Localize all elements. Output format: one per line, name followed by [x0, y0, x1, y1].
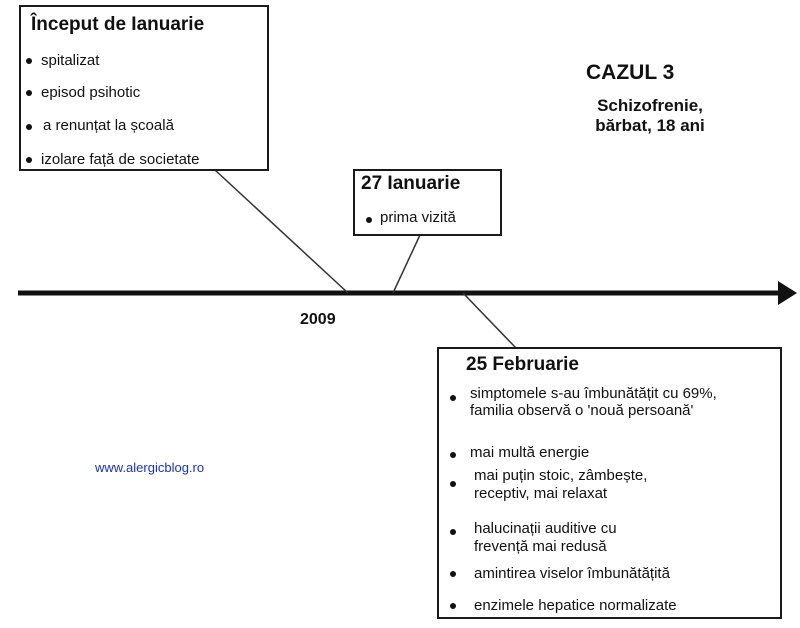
bullet-icon — [450, 395, 456, 401]
case-title: CAZUL 3 — [586, 61, 675, 84]
bullet-icon — [26, 157, 32, 163]
connector-line-early-january — [215, 170, 348, 293]
connector-line-25-february — [463, 293, 516, 348]
bullet-icon — [26, 90, 32, 96]
case-subtitle-patient: bărbat, 18 ani — [595, 116, 705, 135]
timeline-year-label: 2009 — [300, 311, 336, 328]
event-item: mai multă energie — [470, 444, 590, 461]
bullet-icon — [450, 452, 456, 458]
event-item: frevență mai redusă — [474, 538, 607, 555]
event-item: simptomele s-au îmbunătățit cu 69%, — [470, 385, 717, 402]
event-title: 27 Ianuarie — [361, 173, 461, 194]
event-title: 25 Februarie — [466, 354, 579, 375]
bullet-icon — [366, 217, 372, 223]
event-item: familia observă o 'nouă persoană' — [470, 402, 694, 419]
bullet-icon — [450, 481, 456, 487]
source-watermark: www.alergicblog.ro — [95, 460, 205, 475]
timeline-arrowhead — [778, 281, 797, 305]
bullet-icon — [26, 58, 32, 64]
event-box-27-january — [353, 169, 502, 236]
event-box-early-january — [19, 5, 269, 171]
event-item: amintirea viselor îmbunătățită — [474, 565, 670, 582]
event-item: a renunțat la școală — [43, 117, 174, 134]
event-item: izolare față de societate — [41, 151, 200, 168]
event-item: enzimele hepatice normalizate — [474, 597, 677, 614]
bullet-icon — [450, 529, 456, 535]
event-item: spitalizat — [41, 52, 100, 69]
bullet-icon — [450, 603, 456, 609]
event-title: Început de Ianuarie — [31, 14, 205, 35]
case-subtitle-diagnosis: Schizofrenie, — [597, 96, 703, 115]
event-item: mai puțin stoic, zâmbește, — [474, 467, 648, 484]
event-item: receptiv, mai relaxat — [474, 485, 608, 502]
event-box-25-february — [437, 347, 782, 619]
event-item: episod psihotic — [41, 84, 141, 101]
event-item: halucinații auditive cu — [474, 520, 617, 537]
bullet-icon — [450, 571, 456, 577]
bullet-icon — [26, 124, 32, 130]
event-item: prima vizită — [380, 209, 456, 226]
connector-line-27-january — [393, 235, 420, 293]
